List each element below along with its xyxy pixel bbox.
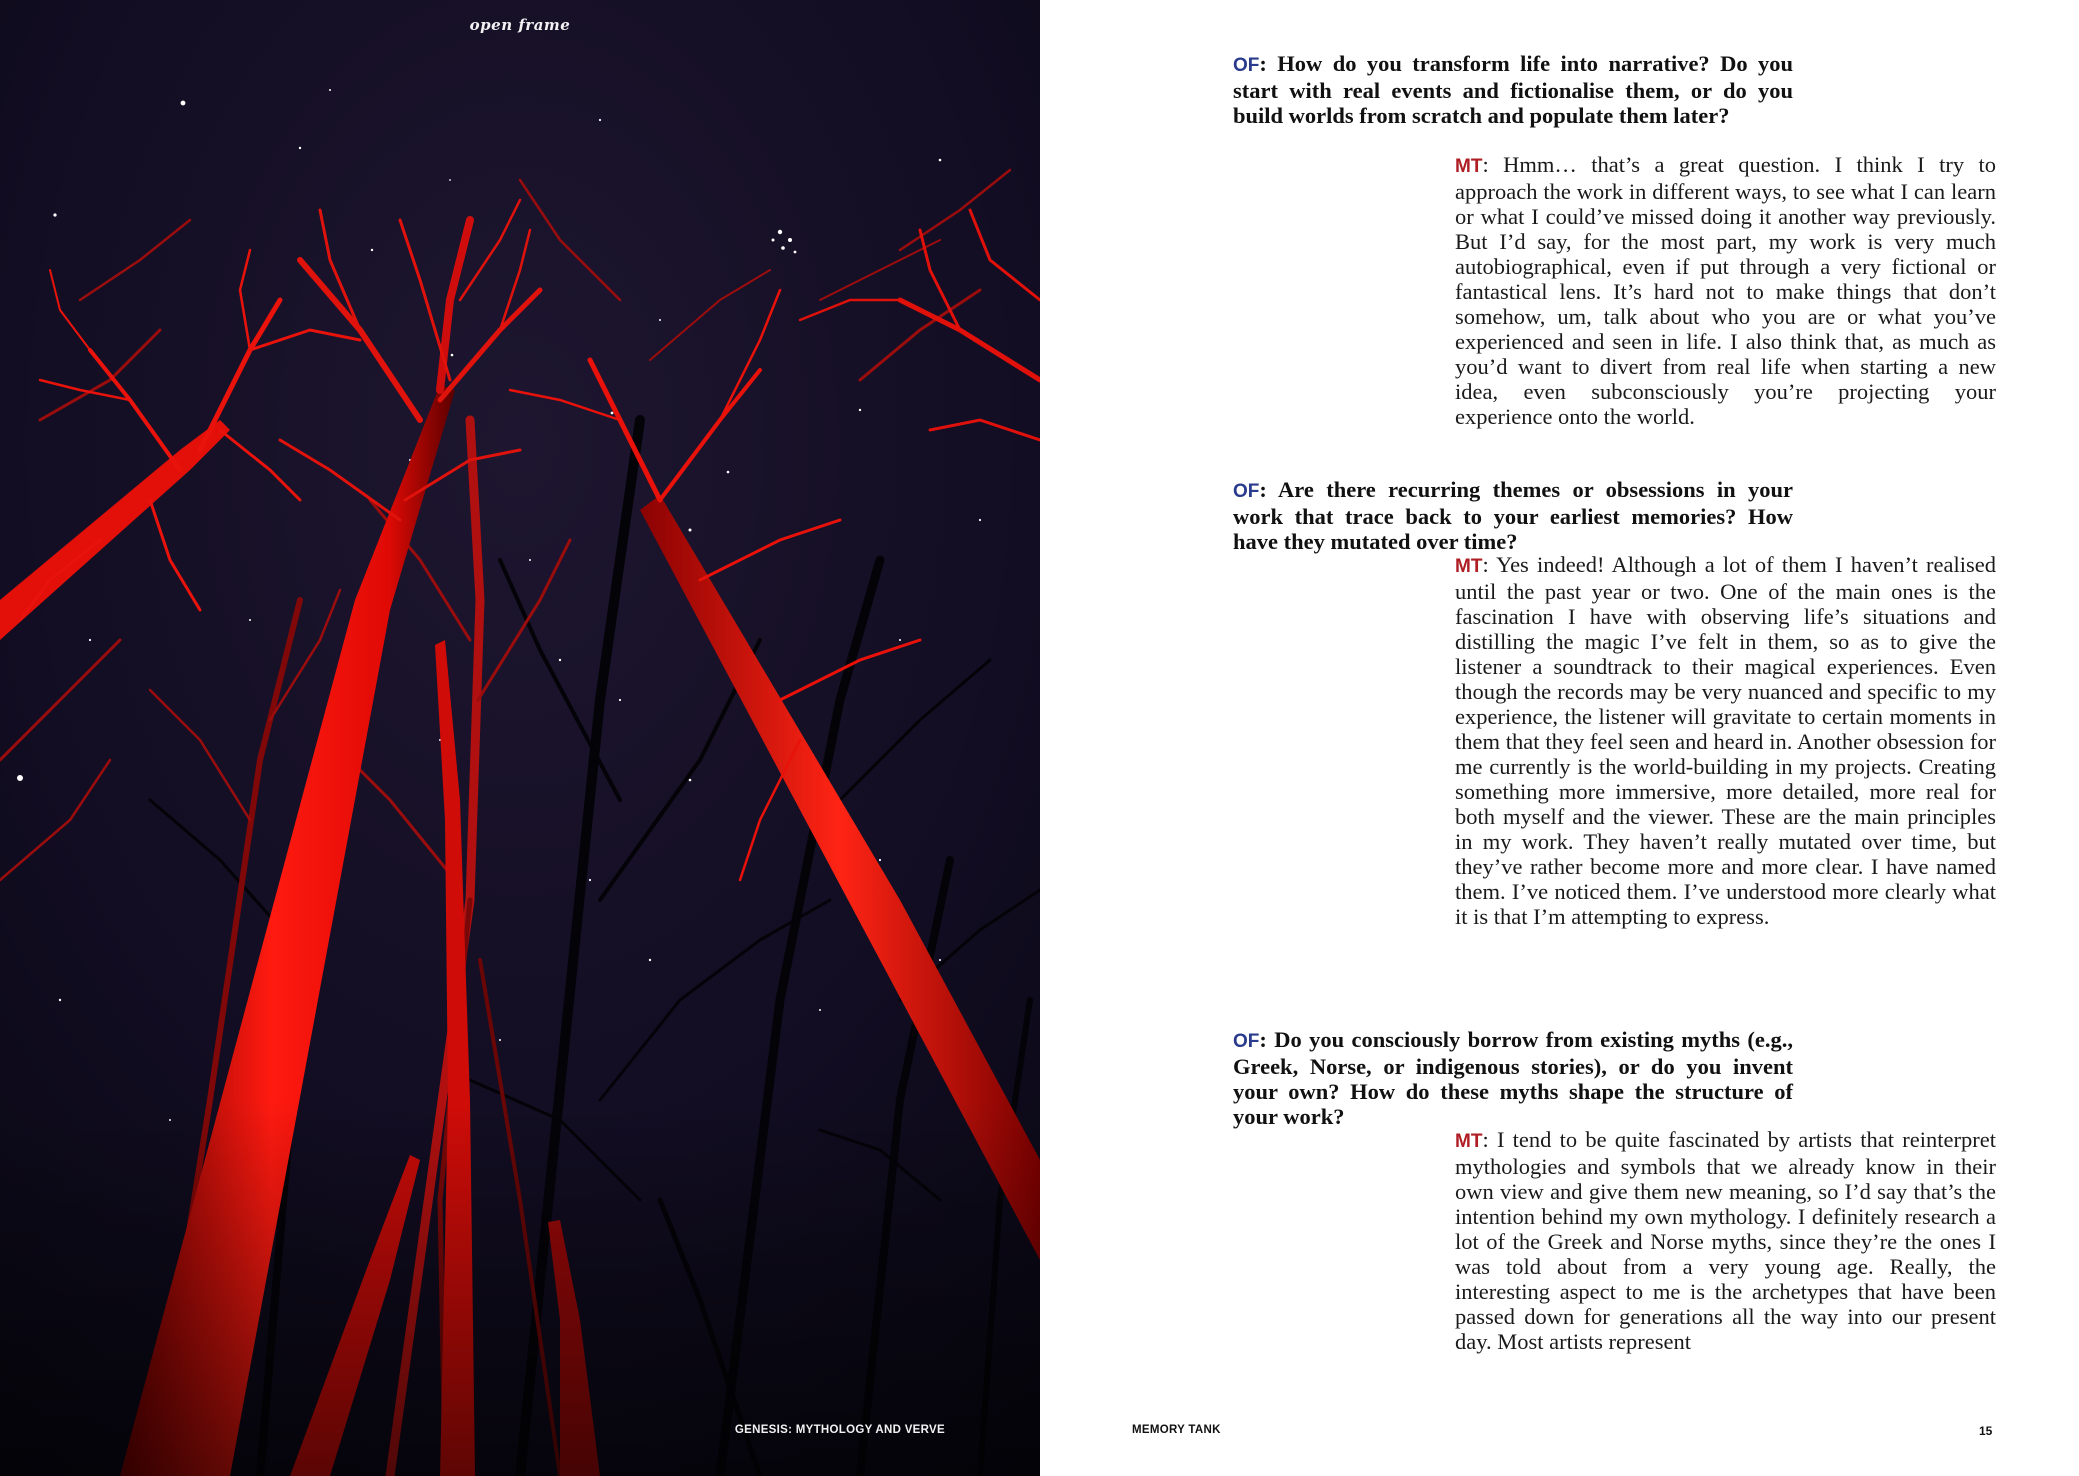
magazine-brand: open frame [469,16,571,34]
question-3: OF: Do you consciously borrow from existing myths (e.g., Greek, Norse, or indigenous stories), or do you invent your own? How do these myths shape the structure of your work? [1233,1027,1793,1129]
left-page-footer: GENESIS: MYTHOLOGY AND VERVE [734,1424,945,1436]
interview-page [1040,0,2079,1476]
answer-1: MT: Hmm… that’s a great question. I think I try to approach the work in different ways, to see what I can learn or what I could’ve missed doing it another way previously. But I’d say, for the most part, my work is very much autobiographical, even if put through a very fictional or fantastical lens. It’s hard not to make things that don’t somehow, um, talk about who you are or what you’ve experienced and seen in life. I also think that, as much as you’d want to divert from real life when starting a new idea, even subconsciously you’re projecting your experience onto the world. [1455,152,1996,429]
question-2: OF: Are there recurring themes or obsessions in your work that trace back to your earliest memories? How have they mutated over time? [1233,477,1793,554]
section-footer: MEMORY TANK [1132,1424,1221,1436]
answer-text: I tend to be quite fascinated by artists that reinterpret mythologies and symbols that we already know in their own view and give them new meaning, so I’d say that’s the intention behind my own mythology. I definitely research a lot of the Greek and Norse myths, since they’re the ones I was told about from a very young age. Really, the interesting aspect to me is the archetypes that have been passed down for generations all the way into our present day. Most artists represent [1455,1127,1996,1354]
interviewer-tag: OF [1233,481,1260,502]
question-text: How do you transform life into narrative? Do you start with real events and fictionalise them, or do you build worlds from scratch and populate them later? [1233,51,1793,128]
answer-text: Yes indeed! Although a lot of them I haven’t realised until the past year or two. One of the main ones is the fascination I have with observing life’s situations and distilling the magic I’ve felt in them, so as to give the listener a soundtrack to their magical experiences. Even though the records may be very nuanced and specific to my experience, the listener will gravitate to certain moments in them that they feel seen and heard in. Another obsession for me currently is the world-building in my projects. Creating something more immersive, more detailed, more real for both myself and the viewer. These are the main principles in my work. They haven’t really mutated over time, but they’ve rather become more and more clear. I have named them. I’ve noticed them. I’ve understood more clearly what it is that I’m attempting to express. [1455,552,1996,929]
question-1: OF: How do you transform life into narrative? Do you start with real events and fictionalise them, or do you build worlds from scratch and populate them later? [1233,51,1793,128]
page-number: 15 [1979,1424,1993,1438]
question-text: Are there recurring themes or obsessions in your work that trace back to your earliest memories? How have they mutated over time? [1233,477,1793,554]
artist-tag: MT [1455,156,1483,177]
interviewer-tag: OF [1233,1031,1260,1052]
interviewer-tag: OF [1233,55,1260,76]
answer-text: Hmm… that’s a great question. I think I try to approach the work in different ways, to see what I can learn or what I could’ve missed doing it another way previously. But I’d say, for the most part, my work is very much autobiographical, even if put through a very fictional or fantastical lens. It’s hard not to make things that don’t somehow, um, talk about who you are or what you’ve experienced and seen in life. I also think that, as much as you’d want to divert from real life when starting a new idea, even subconsciously you’re projecting your experience onto the world. [1455,152,1996,429]
question-text: Do you consciously borrow from existing myths (e.g., Greek, Norse, or indigenous stories), or do you invent your own? How do these myths shape the structure of your work? [1233,1027,1793,1129]
answer-3: MT: I tend to be quite fascinated by artists that reinterpret mythologies and symbols that we already know in their own view and give them new meaning, so I’d say that’s the intention behind my own mythology. I definitely research a lot of the Greek and Norse myths, since they’re the ones I was told about from a very young age. Really, the interesting aspect to me is the archetypes that have been passed down for generations all the way into our present day. Most artists represent [1455,1127,1996,1354]
artist-tag: MT [1455,556,1483,577]
answer-2: MT: Yes indeed! Although a lot of them I haven’t realised until the past year or two. One of the main ones is the fascination I have with observing life’s situations and distilling the magic I’ve felt in them, so as to give the listener a soundtrack to their magical experiences. Even though the records may be very nuanced and specific to my experience, the listener will gravitate to certain moments in them that they feel seen and heard in. Another obsession for me currently is the world-building in my projects. Creating something more immersive, more detailed, more real for both myself and the viewer. These are the main principles in my work. They haven’t really mutated over time, but they’ve rather become more and more clear. I have named them. I’ve noticed them. I’ve understood more clearly what it is that I’m attempting to express. [1455,552,1996,929]
artist-tag: MT [1455,1131,1483,1152]
